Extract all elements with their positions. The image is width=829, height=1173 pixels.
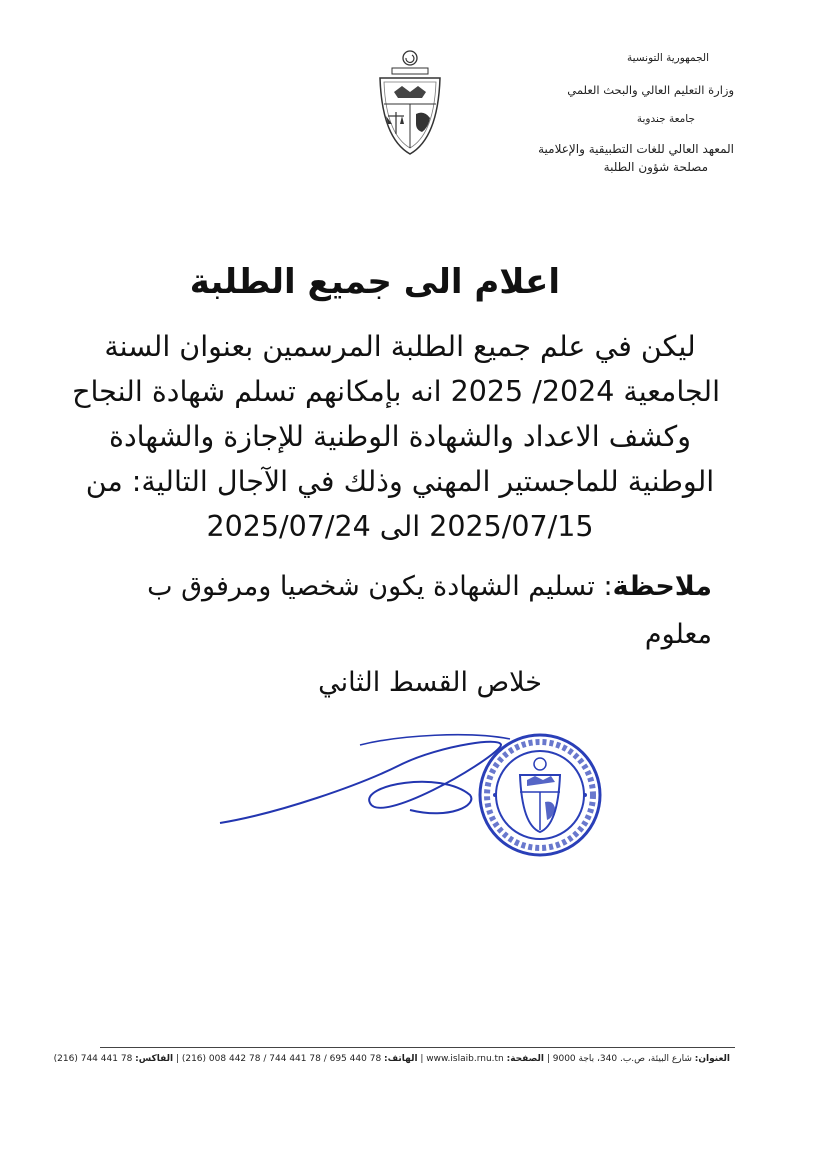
official-stamp-icon [475,730,605,860]
header-republic: الجمهورية التونسية [627,52,709,64]
body-line: وكشف الاعداد والشهادة الوطنية للإجازة والشهادة [109,420,691,453]
signature-icon [210,725,520,845]
footer-site: www.islaib.rnu.tn [426,1054,504,1064]
header-ministry: وزارة التعليم العالي والبحث العلمي [567,83,734,97]
footer-divider [100,1047,735,1048]
coat-of-arms-icon [372,48,448,158]
footer-phone-label: الهاتف: [384,1054,418,1064]
body-line: ليكن في علم جميع الطلبة المرسمين بعنوان السنة [104,330,696,363]
footer-address: شارع البيئة، ص.ب. 340، باجة 9000 [552,1054,692,1064]
footer-contact: العنوان: شارع البيئة، ص.ب. 340، باجة 9000 | الصفحة: www.islaib.rnu.tn | الهاتف: 78 440 695 / 78 441 744 / 78 442 008 (216) | الفاكس: 78 441 744 (216) [53,1054,730,1064]
footer-address-label: العنوان: [694,1054,730,1064]
note-label: ملاحظة [612,571,712,602]
note-text-line2: خلاص القسط الثاني [318,667,542,698]
note-text: : تسليم الشهادة يكون شخصيا ومرفوق ب معلوم [147,571,712,650]
notice-body [72,324,720,549]
footer-site-label: الصفحة: [506,1054,544,1064]
footer-phone: 78 440 695 / 78 441 744 / 78 442 008 (216) [181,1054,382,1064]
notice-title: اعلام الى جميع الطلبة [189,262,560,302]
footer-fax: 78 441 744 (216) [53,1054,133,1064]
note-block [100,563,712,707]
header-institute: المعهد العالي للغات التطبيقية والإعلامية [538,142,734,156]
body-line: الجامعية 2024/ 2025 انه بإمكانهم تسلم شهادة النجاح [72,375,720,408]
body-line: الوطنية للماجستير المهني وذلك في الآجال التالية: من [85,465,715,498]
header-department: مصلحة شؤون الطلبة [603,160,708,174]
body-line-dates: 2025/07/15 الى 2025/07/24 [206,510,594,543]
footer-fax-label: الفاكس: [135,1054,174,1064]
header-university: جامعة جندوبة [636,113,695,125]
